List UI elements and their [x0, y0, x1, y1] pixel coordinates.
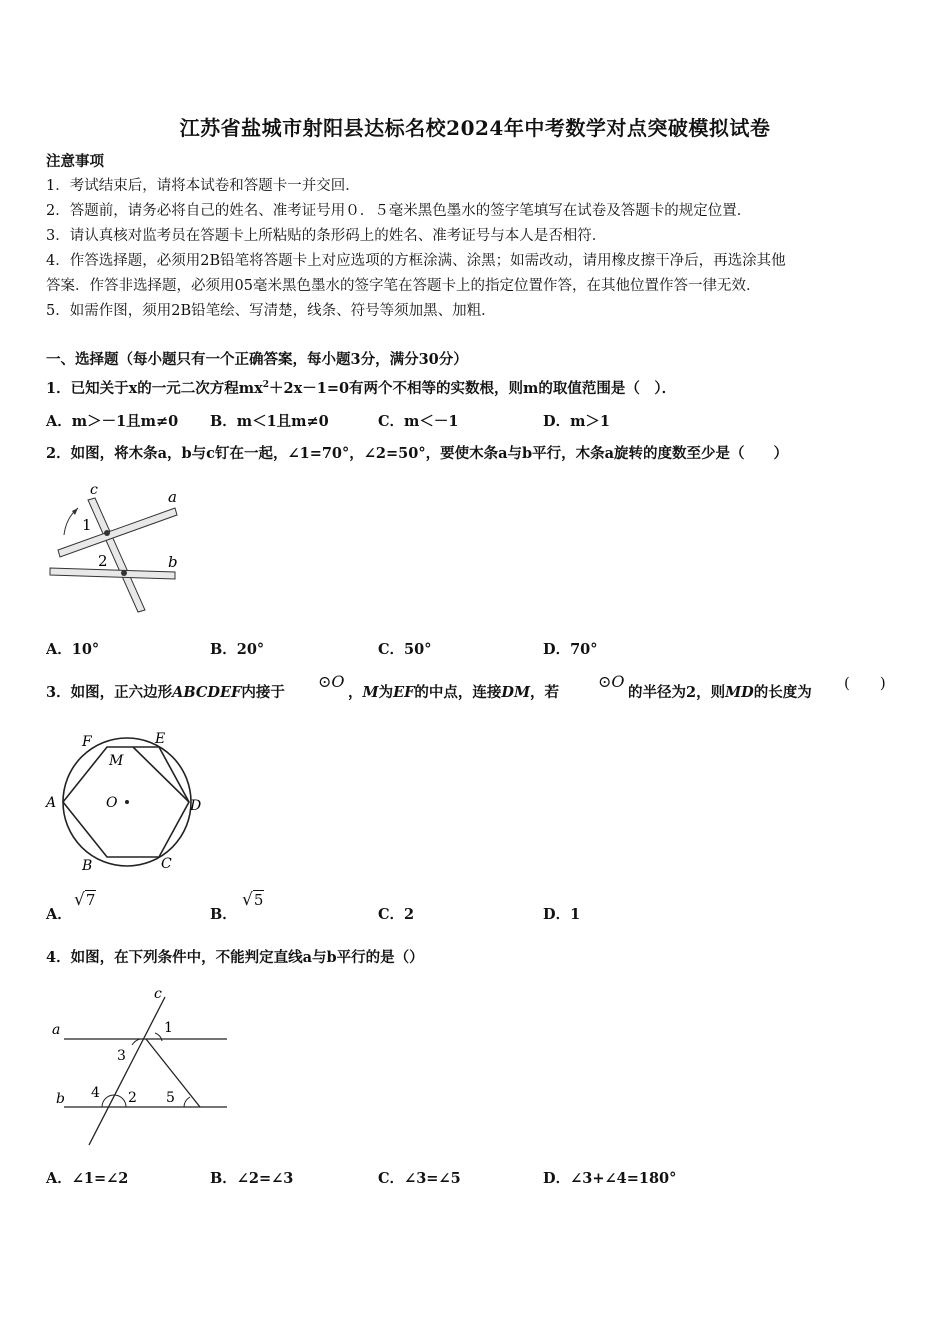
question-3-part3	[628, 683, 812, 703]
label-angle-4: 4	[91, 1085, 100, 1101]
notice-heading: 注意事项	[46, 153, 104, 170]
notice-item-2: 2．答题前，请务必将自己的姓名、准考证号用０．５毫米黑色墨水的签字笔填写在试卷及答题卡的规定位置．	[46, 203, 752, 219]
q3-figure-hexagon-in-circle	[42, 728, 217, 878]
strip-b	[50, 568, 175, 579]
q3-option-c: C．2	[378, 906, 415, 923]
label-angle-2: 2	[98, 552, 108, 570]
q4-option-b: B．∠2=∠3	[210, 1170, 294, 1187]
q2-option-b: B．20°	[210, 641, 265, 658]
q4-option-c: C．∠3=∠5	[378, 1170, 461, 1187]
q1-option-a: A．m＞－1且m≠0	[46, 413, 179, 430]
label-angle-2: 2	[128, 1090, 137, 1106]
q1-option-d: D．m＞1	[543, 413, 611, 430]
strip-c	[88, 498, 145, 612]
question-3	[46, 683, 285, 703]
question-2: 2．如图，将木条a，b与c钉在一起，∠1=70°，∠2=50°，要使木条a与b平行，木条a旋转的度数至少是（ ）	[46, 445, 789, 462]
label-b: b	[56, 1091, 65, 1107]
q3-option-a-sqrt: √7	[74, 890, 96, 910]
q3-option-a-radicand: 7	[85, 891, 96, 909]
label-angle-3: 3	[117, 1048, 126, 1064]
q3-segment-ef: EF	[393, 684, 415, 701]
q3-answer-paren: ( )	[844, 674, 886, 692]
notice-item-4-cont: 答案．作答非选择题，必须用05毫米黑色墨水的签字笔在答题卡上的指定位置作答，在其他位置作答一律无效．	[46, 278, 761, 294]
q3-text-7: 的半径为2，则	[628, 684, 726, 701]
label-m: M	[109, 753, 124, 769]
label-c: c	[154, 986, 162, 1002]
q3-option-b	[210, 903, 237, 924]
section-heading: 一、选择题（每小题只有一个正确答案，每小题3分，满分30分）	[46, 351, 468, 368]
q3-text-6: ，若	[530, 684, 560, 701]
q3-circle-o-1: ⊙O	[318, 672, 345, 691]
label-f: F	[82, 734, 92, 750]
nail-2	[121, 570, 127, 576]
q2-option-c: C．50°	[378, 641, 432, 658]
q1-option-c: C．m＜－1	[378, 413, 459, 430]
q3-text-1: 3．如图，正六边形	[46, 684, 173, 701]
q3-text-3: ，	[348, 684, 363, 701]
q3-text-4: 为	[378, 684, 394, 701]
question-4: 4．如图，在下列条件中，不能判定直线a与b平行的是（）	[46, 949, 424, 966]
rotation-arrowhead	[72, 508, 78, 515]
q2-option-d: D．70°	[543, 641, 598, 658]
q3-point-m: M	[362, 684, 379, 701]
label-angle-1: 1	[164, 1020, 173, 1036]
q3-option-b-radicand: 5	[253, 891, 264, 909]
label-d: D	[190, 798, 202, 814]
q2-option-a: A．10°	[46, 641, 100, 658]
q3-text-8: 的长度为	[753, 684, 812, 701]
nail-1	[104, 530, 110, 536]
label-e: E	[155, 731, 166, 747]
notice-item-5: 5．如需作图，须用2B铅笔绘、写清楚，线条、符号等须加黑、加粗．	[46, 303, 496, 319]
q3-option-d: D．1	[543, 906, 581, 923]
arc-angle-3	[132, 1039, 140, 1045]
notice-item-1: 1．考试结束后，请将本试卷和答题卡一并交回．	[46, 178, 360, 194]
q3-option-a-label: A．	[46, 906, 72, 923]
question-1-exponent: 2	[262, 380, 269, 390]
arc-angle-1	[155, 1033, 162, 1041]
q4-figure-parallel-lines	[44, 985, 239, 1150]
question-1	[46, 375, 676, 399]
arc-angle-5	[184, 1097, 190, 1107]
question-3-part2	[348, 683, 559, 703]
question-1-text-b: ＋2x－1=0有两个不相等的实数根，则m的取值范围是（ ）．	[269, 379, 677, 397]
document-title: 江苏省盐城市射阳县达标名校2024年中考数学对点突破模拟试卷	[179, 116, 771, 140]
q3-option-b-sqrt: √5	[242, 890, 264, 910]
q4-option-d: D．∠3+∠4=180°	[543, 1170, 677, 1187]
q3-option-b-label: B．	[210, 906, 237, 923]
label-b: B	[82, 858, 93, 874]
q3-segment-dm: DM	[501, 684, 531, 701]
segment-md	[133, 747, 189, 802]
label-angle-5: 5	[166, 1090, 175, 1106]
label-c: c	[90, 482, 98, 498]
label-a: A	[46, 795, 57, 811]
label-a: a	[168, 488, 177, 506]
notice-item-4: 4．作答选择题，必须用2B铅笔将答题卡上对应选项的方框涂满、涂黑；如需改动，请用橡皮擦干净后，再选涂其他	[46, 253, 786, 269]
q3-text-5: 的中点，连接	[414, 684, 502, 701]
notice-item-3: 3．请认真核对监考员在答题卡上所粘贴的条形码上的姓名、准考证号与本人是否相符．	[46, 228, 607, 244]
q3-option-a	[46, 903, 72, 924]
line-c	[89, 997, 165, 1145]
center-point-o	[125, 800, 129, 804]
q3-circle-o-2: ⊙O	[598, 672, 625, 691]
q3-text-2: 内接于	[241, 684, 285, 701]
label-angle-1: 1	[82, 516, 92, 534]
q3-hexagon-name: ABCDEF	[172, 684, 242, 701]
q2-figure-wooden-strips	[44, 480, 194, 615]
q3-segment-md: MD	[725, 684, 754, 701]
q1-option-b: B．m＜1且m≠0	[210, 413, 329, 430]
question-1-text-a: 1．已知关于x的一元二次方程mx	[46, 379, 263, 397]
q4-option-a: A．∠1=∠2	[46, 1170, 129, 1187]
label-c: C	[161, 856, 172, 872]
label-a: a	[52, 1022, 61, 1038]
label-o: O	[106, 795, 118, 811]
label-b: b	[168, 553, 178, 571]
